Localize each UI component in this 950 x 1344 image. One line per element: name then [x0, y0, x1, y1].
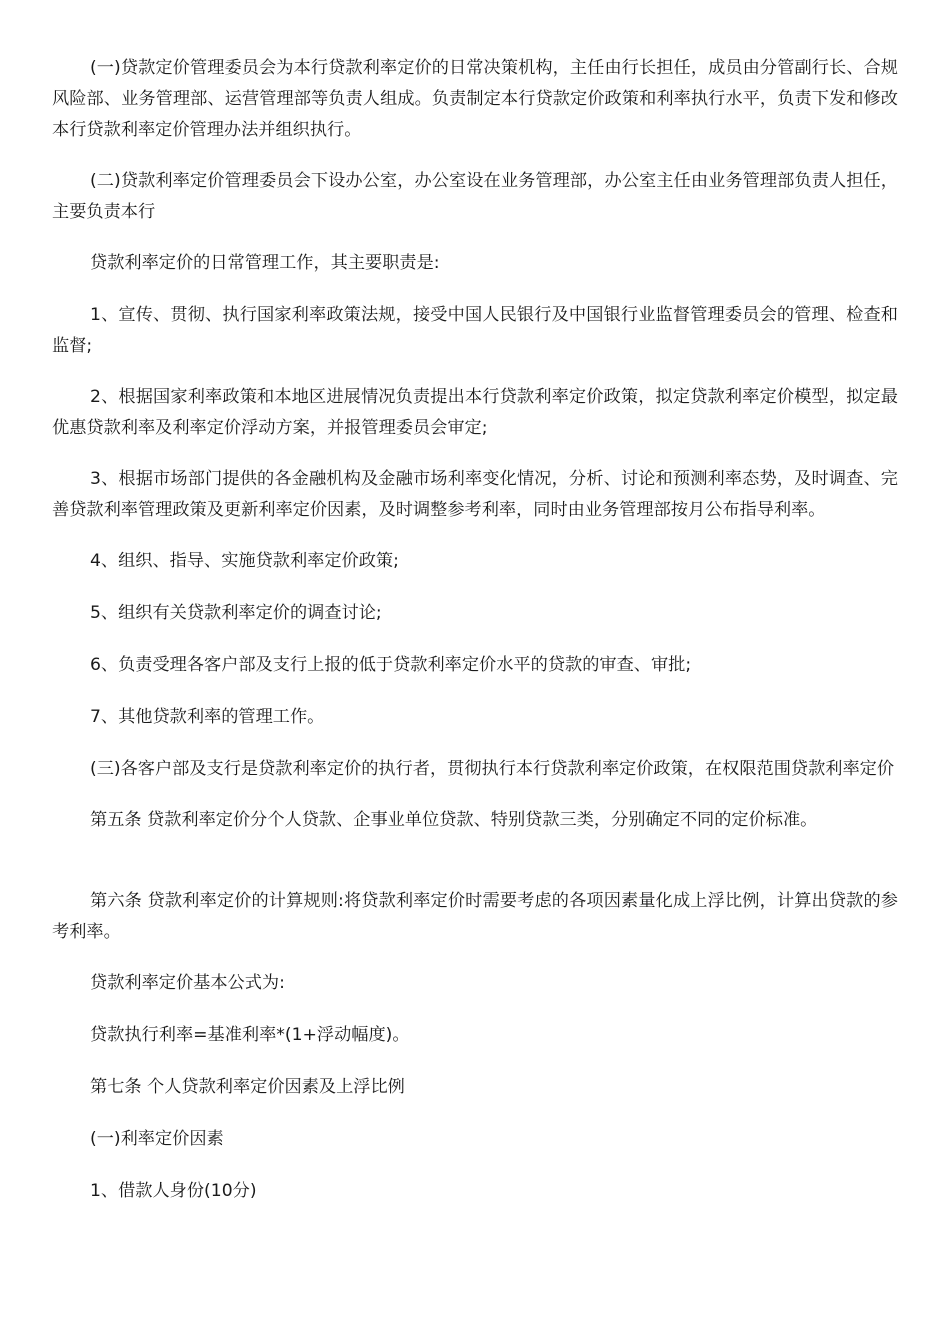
paragraph-pricing-factors: (一)利率定价因素: [90, 1129, 224, 1149]
paragraph-duty-5: 5、组织有关贷款利率定价的调查讨论;: [90, 603, 382, 623]
paragraph-duty-4: 4、组织、指导、实施贷款利率定价政策;: [90, 551, 399, 571]
paragraph-borrower-identity: 1、借款人身份(10分): [90, 1181, 257, 1201]
paragraph-duty-7: 7、其他贷款利率的管理工作。: [90, 707, 325, 727]
paragraph-article-5: 第五条 贷款利率定价分个人贷款、企事业单位贷款、特别贷款三类，分别确定不同的定价标准。: [90, 810, 818, 830]
paragraph-article-7: 第七条 个人贷款利率定价因素及上浮比例: [90, 1077, 405, 1097]
paragraph-duties-intro: 贷款利率定价的日常管理工作，其主要职责是:: [90, 253, 440, 273]
paragraph-formula-intro: 贷款利率定价基本公式为:: [90, 973, 285, 993]
paragraph-duty-2: 2、根据国家利率政策和本地区进展情况负责提出本行贷款利率定价政策，拟定贷款利率定价模型，拟定最优惠贷款利率及利率定价浮动方案，并报管理委员会审定;: [52, 387, 898, 438]
paragraph-committee-role: (一)贷款定价管理委员会为本行贷款利率定价的日常决策机构，主任由行长担任，成员由分管副行长、合规风险部、业务管理部、运营管理部等负责人组成。负责制定本行贷款定价政策和利率执行水平，负责下发和修改本行贷款利率定价管理办法并组织执行。: [52, 58, 898, 140]
paragraph-committee-office: (二)贷款利率定价管理委员会下设办公室，办公室设在业务管理部，办公室主任由业务管理部负责人担任，主要负责本行: [52, 171, 898, 222]
paragraph-article-6: 第六条 贷款利率定价的计算规则:将贷款利率定价时需要考虑的各项因素量化成上浮比例，计算出贷款的参考利率。: [52, 891, 898, 942]
document-page: [52, 53, 898, 1228]
paragraph-duty-3: 3、根据市场部门提供的各金融机构及金融市场利率变化情况，分析、讨论和预测利率态势，及时调查、完善贷款利率管理政策及更新利率定价因素，及时调整参考利率，同时由业务管理部按月公布指导利率。: [52, 469, 898, 520]
paragraph-duty-6: 6、负责受理各客户部及支行上报的低于贷款利率定价水平的贷款的审查、审批;: [90, 655, 692, 675]
paragraph-formula: 贷款执行利率=基准利率*(1+浮动幅度)。: [90, 1025, 410, 1045]
paragraph-duty-1: 1、宣传、贯彻、执行国家利率政策法规，接受中国人民银行及中国银行业监督管理委员会的管理、检查和监督;: [52, 305, 898, 356]
paragraph-branch-role: (三)各客户部及支行是贷款利率定价的执行者，贯彻执行本行贷款利率定价政策，在权限范围贷款利率定价: [90, 759, 895, 779]
